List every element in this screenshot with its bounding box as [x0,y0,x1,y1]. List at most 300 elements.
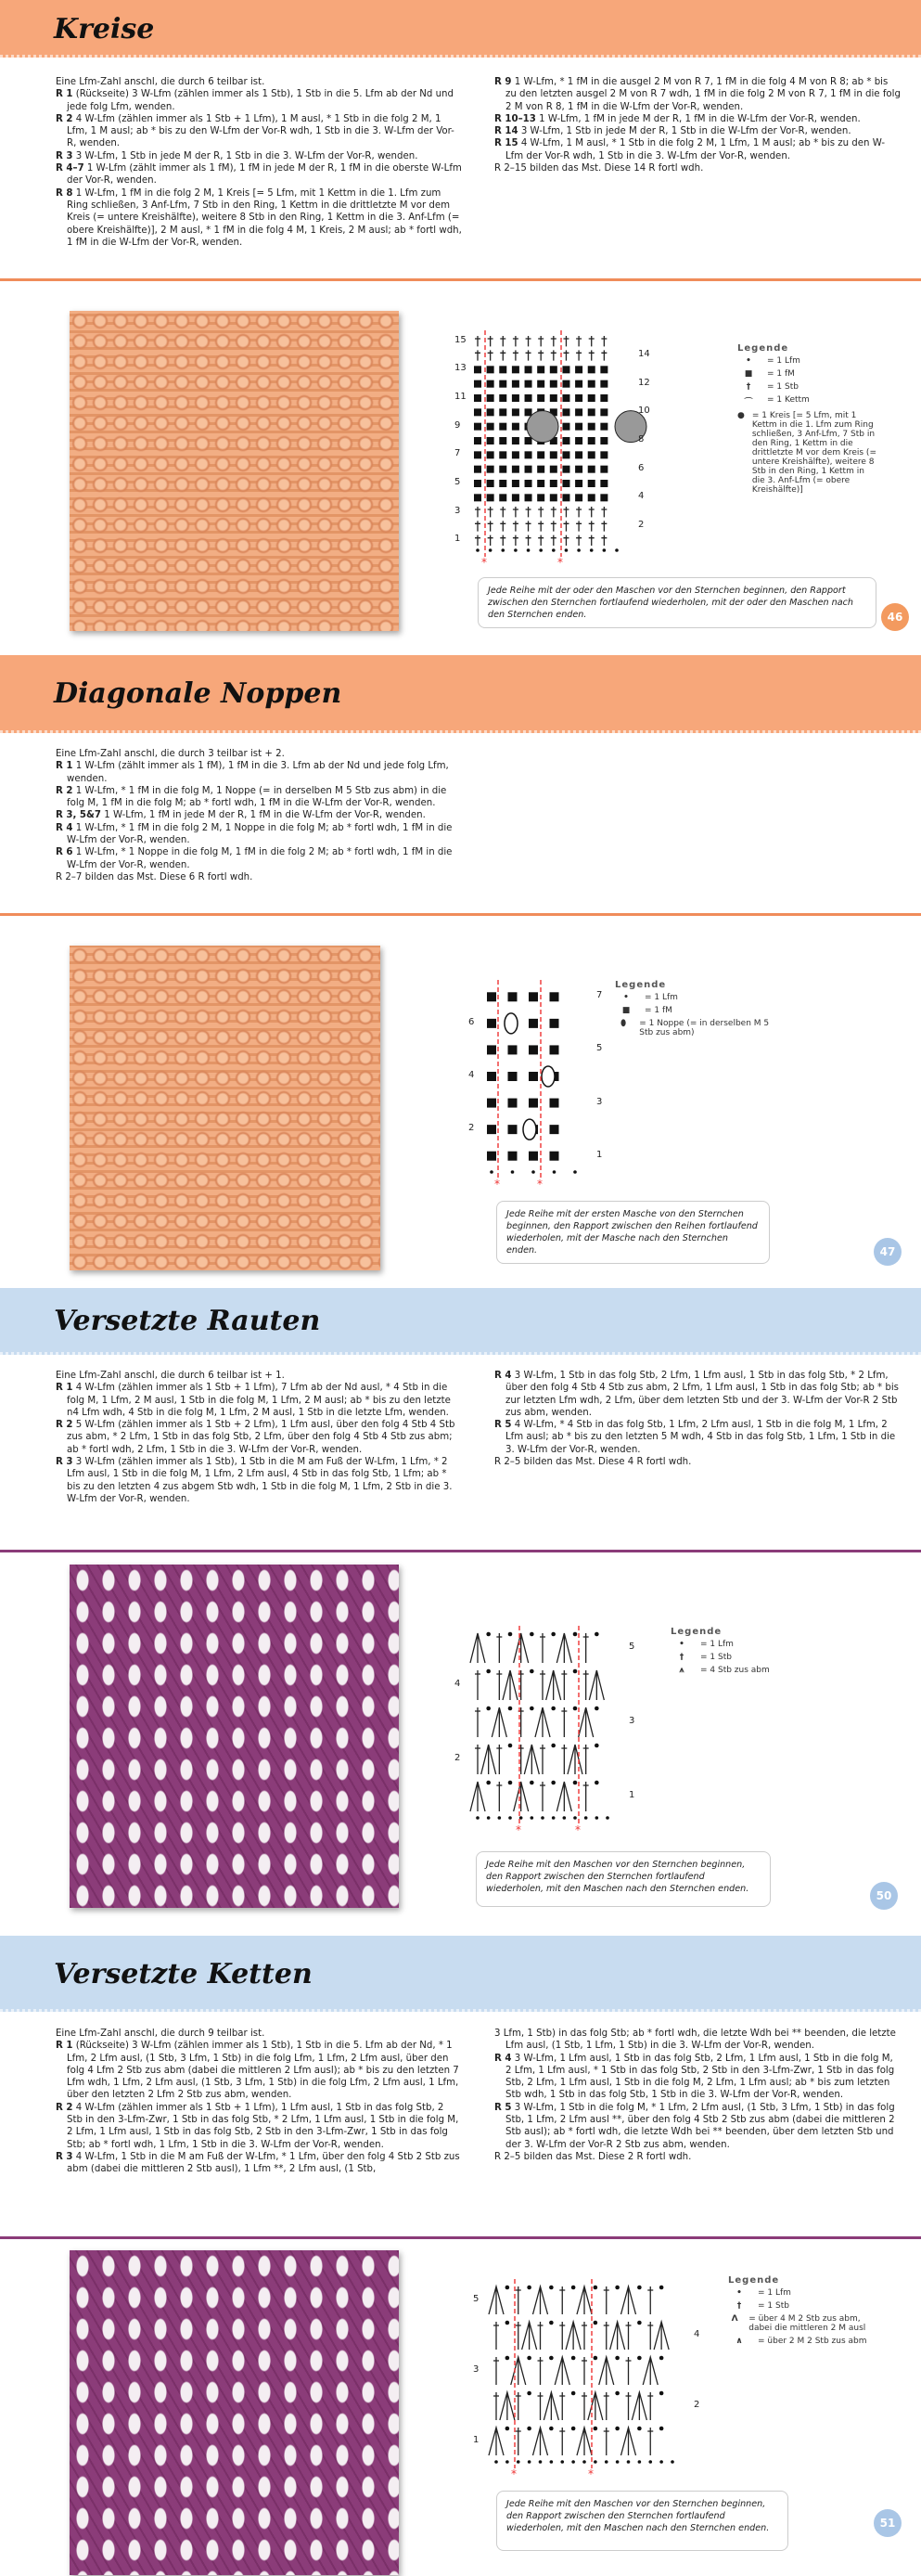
single-crochet-symbol [575,451,582,458]
single-crochet-symbol [487,1072,496,1081]
row-text: 4 W-Lfm (zählen immer als 1 Stb + 1 Lfm), 1 Lfm ausl, 1 Stb in das folg Stb, 2 Stb in den 3-Lfm-Zwr, 1 Stb in das folg Stb, * 2 Lfm, 1 Lfm ausl, 1 Stb in die folg M, 2 Lfm, 1 Lfm ausl, 1 Stb in das folg Stb, 2 Stb in den 3-Lfm-Zwr, 1 Stb in das folg Stb; ab * fortl wdh, 1 Lfm, 1 Stb in die 3. W-Lfm der Vor-R, wenden. [67,2102,459,2150]
double-crochet-symbol [496,1745,502,1774]
double-crochet-symbol [647,2322,653,2350]
double-crochet-symbol [601,336,607,346]
foundation-chain-dot [671,2460,674,2464]
row-text: 1 W-Lfm, * 1 Noppe in die folg M, 1 fM in die folg 2 M; ab * fortl wdh, 1 fM in die W-Lfm der Vor-R, wenden. [67,847,453,870]
single-crochet-symbol [512,366,519,373]
row-text: R 2–15 bilden das Mst. Diese 14 R fortl wdh. [494,163,704,174]
repeat-star-icon: * [516,1823,521,1836]
single-crochet-symbol [508,1045,518,1054]
chain-symbol [637,2286,642,2290]
legend-item [728,2301,886,2311]
chain-symbol [486,1669,491,1674]
row-number: 3 [454,505,461,516]
foundation-chain-dot [563,1816,567,1820]
single-crochet-symbol [512,437,519,444]
circle-motif-symbol [527,411,558,443]
chain-symbol [571,2286,576,2290]
double-crochet-symbol [488,521,493,531]
chain-symbol [486,1707,491,1711]
foundation-chain-dot [577,548,581,552]
foundation-chain-dot [648,2460,652,2464]
chain-symbol [505,2427,510,2431]
double-crochet-symbol [540,1670,545,1700]
double-crochet-symbol [540,1633,545,1663]
double-crochet-symbol [561,1670,567,1700]
single-crochet-square-icon: ■ [621,1006,631,1015]
double-crochet-symbol [496,1670,502,1700]
instruction-row [56,187,462,249]
row-number: 1 [473,2435,480,2445]
bobble-symbol [542,1066,555,1087]
double-crochet-symbol [538,2392,544,2420]
instruction-row [494,162,901,174]
chart-legend [728,2275,886,2350]
single-crochet-symbol [575,408,582,416]
single-crochet-symbol [575,423,582,431]
chain-symbol [571,2356,576,2361]
cluster-symbol [535,1707,550,1737]
single-crochet-symbol [512,494,519,501]
double-crochet-symbol [475,1670,480,1700]
legend-item [737,356,876,366]
single-crochet-symbol [525,451,532,458]
instructions-right-column [494,2028,901,2163]
row-text: Eine Lfm-Zahl anschl, die durch 3 teilbar ist + 2. [56,749,285,759]
chain-symbol [508,1632,513,1637]
chain-symbol [595,1707,599,1711]
row-number: 4 [468,1070,475,1080]
double-crochet-symbol [589,350,595,360]
row-label: R 14 [494,126,518,137]
double-crochet-symbol [563,507,569,517]
foundation-chain-dot [573,1816,577,1820]
double-crochet-symbol [601,350,607,360]
chain-symbol [527,2356,531,2361]
single-crochet-symbol [562,366,569,373]
row-number: 4 [638,491,645,502]
double-crochet-symbol [526,350,531,360]
double-crochet-symbol [647,2392,653,2420]
double-crochet-symbol [513,336,518,346]
row-label: R 4 [494,1371,512,1381]
single-crochet-symbol [474,466,481,473]
single-crochet-symbol [508,1072,518,1081]
repeat-star-icon: * [557,556,563,569]
chain-symbol [595,1781,599,1785]
double-crochet-symbol [626,2392,632,2420]
foundation-chain-dot [511,1170,515,1174]
stitch-swatch-photo [70,311,399,631]
single-crochet-symbol [512,466,519,473]
cluster-symbol [621,2286,636,2314]
single-crochet-symbol [550,480,557,487]
single-crochet-symbol [512,394,519,402]
row-text: R 2–7 bilden das Mst. Diese 6 R fortl wdh. [56,871,253,882]
single-crochet-symbol [487,1019,496,1028]
row-text: 3 W-Lfm, 1 Stb in das folg Stb, 2 Lfm, 1 Lfm ausl, 1 Stb in das folg Stb, * 2 Lfm, über den folg 4 Stb 4 Stb zus abm, 2 Lfm, 1 Lfm ausl, 1 Stb in das folg Stb; ab * bis zur letzten Lfm wdh, 2 Lfm, über dem letzten Stb und der 3. W-Lfm der Vor-R 2 Stb zus abm, wenden. [505,1371,899,1418]
instruction-row [494,137,901,162]
chain-symbol [530,1669,534,1674]
cluster-symbol [481,1745,496,1774]
double-crochet-symbol [582,2357,587,2385]
double-crochet-cross-icon: † [746,382,751,392]
double-crochet-cross-icon: † [736,2301,742,2311]
double-crochet-symbol [526,507,531,517]
instruction-row [494,2053,901,2102]
instruction-row [56,88,462,113]
legend-heading: Legende [671,1627,723,1637]
chain-symbol [659,2286,664,2290]
chain-symbol [527,2427,531,2431]
single-crochet-symbol [474,437,481,444]
foundation-chain-dot [527,548,531,552]
chain-symbol [573,1632,578,1637]
row-text: 3 W-Lfm (zählen immer als 1 Stb), 1 Stb in die M am Fuß der W-Lfm, 1 Lfm, * 2 Lfm ausl, 1 Stb in die folg M, 1 Lfm, 2 Lfm ausl, 4 Stb in das folg Stb, 1 Lfm; ab * bis zu den letzten 4 zus abgem Stb wdh, 1 Stb in die folg M, 1 Lfm, 2 Stb in die 3. W-Lfm der Vor-R, wenden. [67,1457,453,1504]
row-number: 14 [638,349,650,359]
chain-symbol [659,2427,664,2431]
double-crochet-symbol [526,521,531,531]
double-crochet-symbol [604,2392,609,2420]
row-number: 3 [629,1716,635,1726]
double-crochet-symbol [513,350,518,360]
foundation-chain-dot [539,2460,543,2464]
double-crochet-symbol [500,336,505,346]
instruction-row [494,2151,901,2163]
foundation-chain-dot [528,2460,531,2464]
double-crochet-symbol [576,521,582,531]
stitch-swatch-photo [70,946,380,1270]
foundation-chain-dot [573,1170,577,1174]
legend-text: = über 2 M 2 Stb zus abm [758,2337,867,2346]
double-crochet-symbol [516,2428,521,2455]
legend-text: = 4 Stb zus abm [700,1666,770,1675]
single-crochet-symbol [600,494,608,501]
yarn-divider [0,913,921,916]
stitch-swatch-photo [70,1565,399,1908]
repeat-star-icon: * [575,1823,581,1836]
double-crochet-symbol [475,521,480,531]
single-crochet-symbol [487,1045,496,1054]
chain-symbol [551,1781,556,1785]
row-number: 6 [468,1016,475,1027]
single-crochet-symbol [512,451,519,458]
double-crochet-symbol [538,507,544,517]
double-crochet-symbol [576,507,582,517]
chain-symbol [637,2427,642,2431]
single-crochet-symbol [474,480,481,487]
cluster-symbol [577,2428,592,2455]
double-crochet-symbol [582,2392,587,2420]
double-crochet-symbol [500,521,505,531]
legend-item [671,1666,810,1675]
row-label: R 4 [494,2053,512,2064]
foundation-chain-dot [594,2460,597,2464]
single-crochet-symbol [562,380,569,388]
instructions-left-column [56,76,462,249]
legend-text: = 1 Stb [758,2301,789,2311]
crochet-chart [454,327,649,572]
foundation-chain-dot [505,2460,509,2464]
row-label: R 9 [494,77,512,87]
cluster-symbol [632,2392,646,2420]
chain-symbol [551,1744,556,1748]
double-crochet-symbol [516,2286,521,2314]
single-crochet-symbol [600,423,608,431]
single-crochet-symbol [525,380,532,388]
double-crochet-symbol [496,1633,502,1663]
single-crochet-symbol [550,494,557,501]
instruction-row [56,2102,462,2151]
single-crochet-symbol [508,1152,518,1161]
single-crochet-symbol [575,466,582,473]
foundation-chain-dot [552,548,556,552]
slip-stitch-arc-icon: ⌒ [744,398,753,407]
double-crochet-symbol [551,521,556,531]
row-text: R 2–5 bilden das Mst. Diese 2 R fortl wdh. [494,2151,692,2162]
row-text: 3 W-Lfm, 1 Stb in jede M der R, 1 Stb in die 3. W-Lfm der Vor-R, wenden. [75,150,418,161]
foundation-chain-dot [498,1816,502,1820]
foundation-chain-dot [487,1816,491,1820]
instructions-left-column [56,1370,462,1505]
instruction-row [494,113,901,125]
single-crochet-symbol [525,437,532,444]
single-crochet-symbol [562,408,569,416]
single-crochet-symbol [512,480,519,487]
foundation-chain-dot [541,1816,544,1820]
row-number: 2 [468,1123,475,1134]
double-crochet-symbol [604,2286,609,2314]
instruction-row [56,113,462,150]
foundation-chain-dot [508,1816,512,1820]
instruction-row [494,1419,901,1456]
single-crochet-symbol [512,408,519,416]
single-crochet-symbol [575,380,582,388]
instruction-row [56,150,462,162]
legend-item [728,2288,886,2298]
foundation-chain-dot [627,2460,631,2464]
foundation-chain-dot [517,2460,520,2464]
legend-item [615,1006,782,1015]
single-crochet-symbol [588,423,595,431]
row-number: 3 [596,1096,603,1107]
single-crochet-symbol [525,408,532,416]
legend-text: = 1 fM [767,369,795,379]
double-crochet-symbol [576,350,582,360]
chain-symbol [573,1669,578,1674]
double-crochet-symbol [576,535,582,546]
chain-symbol [615,2356,620,2361]
single-crochet-symbol [487,437,494,444]
row-label: R 8 [56,187,73,199]
single-crochet-symbol [537,466,544,473]
single-crochet-symbol [487,394,494,402]
single-crochet-symbol [487,408,494,416]
double-crochet-symbol [551,535,556,546]
chain-symbol [549,2427,554,2431]
double-crochet-symbol [475,1745,480,1774]
double-crochet-symbol [513,507,518,517]
foundation-chain-dot [603,548,607,552]
legend-item [737,395,876,407]
page-number: 50 [870,1882,898,1910]
legend-text: = 1 Noppe (= in derselben M 5 Stb zus abm) [639,1019,770,1037]
chain-dot-icon: • [736,2288,742,2298]
double-crochet-cross-icon: † [679,1653,684,1662]
single-crochet-symbol [537,451,544,458]
chain-symbol [549,2356,554,2361]
instruction-row [56,76,462,88]
instruction-row [56,760,462,785]
foundation-chain-dot [490,1170,493,1174]
double-crochet-symbol [583,1782,589,1811]
cluster-symbol [503,1670,518,1700]
single-crochet-symbol [588,437,595,444]
single-crochet-square-icon: ■ [744,369,753,379]
double-crochet-symbol [601,521,607,531]
row-number: 4 [694,2329,700,2339]
chain-symbol [527,2391,531,2396]
single-crochet-symbol [600,394,608,402]
foundation-chain-dot [565,548,569,552]
repeat-star-icon: * [511,2467,517,2480]
foundation-chain-dot [616,2460,620,2464]
row-number: 2 [694,2400,700,2410]
cluster-symbol [492,1707,506,1737]
legend-item [671,1653,810,1662]
single-crochet-symbol [499,380,506,388]
row-text: 4 W-Lfm, 1 Stb in die M am Fuß der W-Lfm, * 1 Lfm, über den folg 4 Stb 2 Stb zus abm (dabei die mittleren 2 Stb ausl), 1 Lfm **, 2 Lfm ausl, (1 Stb, [67,2151,460,2175]
chain-symbol [615,2286,620,2290]
chain-dot-icon: • [623,993,629,1002]
single-crochet-symbol [487,451,494,458]
row-number: 3 [473,2364,480,2375]
single-crochet-symbol [600,380,608,388]
page-number: 46 [881,603,909,631]
single-crochet-symbol [499,437,506,444]
foundation-chain-dot [659,2460,663,2464]
single-crochet-symbol [529,1019,538,1028]
legend-heading: Legende [737,343,789,354]
double-crochet-symbol [513,535,518,546]
chain-symbol [595,1632,599,1637]
legend-text: = 1 Kreis [= 5 Lfm, mit 1 Kettm in die 1. Lfm zum Ring schließen, 3 Anf-Lfm, 7 Stb in den Ring, 1 Kettm in die drittletzte M vor dem Kreis (= untere Kreishälfte), weitere 8 Stb in den Ring, 1 Kettm in die 3. Anf-Lfm (= obere Kreishälfte)] [751,411,876,495]
row-label: R 4 [56,822,73,833]
row-number: 4 [454,1679,461,1689]
foundation-chain-dot [590,548,594,552]
single-crochet-symbol [600,451,608,458]
pattern-page [0,0,921,644]
double-crochet-symbol [475,336,480,346]
page-number: 51 [874,2509,902,2537]
chain-symbol [505,2321,510,2325]
single-crochet-symbol [474,494,481,501]
chain-symbol [549,2321,554,2325]
single-crochet-symbol [550,992,559,1001]
cluster-symbol [599,2357,614,2385]
foundation-chain-dot [489,548,492,552]
row-text: 3 W-Lfm, 1 Stb in die folg M, * 1 Lfm, 2 Lfm ausl, (1 Stb, 3 Lfm, 1 Stb) in das folg Stb, 1 Lfm, 2 Lfm ausl **, über den folg 4 Stb 2 Stb zus abm (dabei die mittleren 2 Stb ausl); ab * fortl wdh, die letzte Wdh bei ** beenden, über dem letzten Stb und der 3. W-Lfm der Vor-R 2 Stb zus abm, wenden. [505,2102,895,2150]
single-crochet-symbol [562,480,569,487]
single-crochet-symbol [550,1019,559,1028]
double-crochet-symbol [526,336,531,346]
row-text: 4 W-Lfm (zählen immer als 1 Stb + 1 Lfm), 1 M ausl, * 1 Stb in die folg 2 M, 1 Lfm, 1 M ausl; ab * bis zu den W-Lfm der Vor-R wdh, 1 Stb in die 3. W-Lfm der Vor-R, wenden. [67,113,454,149]
single-crochet-symbol [600,408,608,416]
cluster-symbol [489,2428,504,2455]
double-crochet-symbol [551,336,556,346]
single-crochet-symbol [600,437,608,444]
row-label: R 1 [56,2041,73,2052]
single-crochet-symbol [550,380,557,388]
single-crochet-symbol [512,380,519,388]
instruction-row [494,1456,901,1468]
row-text: (Rückseite) 3 W-Lfm (zählen immer als 1 Stb), 1 Stb in die 5. Lfm ab der Nd und jede folg Lfm, wenden. [67,89,454,112]
foundation-chain-dot [606,1816,609,1820]
row-text: 1 W-Lfm, 1 fM in jede M der R, 1 fM in die W-Lfm der Vor-R, wenden. [539,113,861,124]
double-crochet-symbol [559,2322,565,2350]
single-crochet-symbol [529,1072,538,1081]
row-label: R 1 [56,89,73,100]
chain-symbol [530,1632,534,1637]
cluster-symbol [511,2357,526,2385]
foundation-chain-dot [494,2460,498,2464]
row-label: R 3 [56,150,73,161]
row-text: (Rückseite) 3 W-Lfm (zählen immer als 1 Stb), 1 Stb in die 5. Lfm ab der Nd, * 1 Lfm, 2 Lfm ausl, (1 Stb, 3 Lfm, 1 Stb) in die folg Lfm, 1 Lfm, 2 Lfm ausl, über den folg 4 Lfm 2 Stb zus abm (dabei die mittleren 2 Lfm ausl); ab * bis zu den letzten 7 Lfm wdh, 1 Lfm, 2 Lfm ausl, (1 Stb, 3 Lfm, 1 Stb) in die folg Lfm, 2 Lfm ausl, 1 Lfm, über den letzten 2 Lfm 2 Stb zus abm, wenden. [67,2041,459,2101]
row-text: 4 W-Lfm (zählen immer als 1 Stb + 1 Lfm), 7 Lfm ab der Nd ausl, * 4 Stb in die folg M, 1 Lfm, 2 M ausl, 1 Stb in die folg M, 1 Lfm, 2 M ausl; ab * bis zu den letzte n4 Lfm wdh, 4 Stb in die folg M, 1 Lfm, 2 M ausl, 1 Stb in die letzte Lfm, wenden. [67,1383,451,1418]
row-text: 1 W-Lfm, * 1 fM in die folg M, 1 Noppe (= in derselben M 5 Stb zus abm) in die folg M, 1 fM in die folg M; ab * fortl wdh, 1 fM in die W-Lfm der Vor-R, wenden. [67,785,447,809]
row-label: R 3 [56,2151,73,2162]
double-crochet-symbol [551,507,556,517]
chain-symbol [508,1744,513,1748]
cluster-symbol [546,1670,561,1700]
double-crochet-symbol [488,336,493,346]
cluster-symbol [544,2392,558,2420]
chain-symbol [549,2286,554,2290]
foundation-chain-dot [571,2460,575,2464]
single-crochet-symbol [474,408,481,416]
row-label: R 4–7 [56,163,84,174]
double-crochet-symbol [559,2286,565,2314]
double-crochet-symbol [500,350,505,360]
row-label: R 15 [494,138,518,149]
single-crochet-symbol [487,1099,496,1108]
cluster-symbol [577,2286,592,2314]
single-crochet-symbol [537,366,544,373]
cluster-symbol [643,2357,658,2385]
instruction-row [56,785,462,810]
cluster-symbol [470,1782,485,1811]
double-crochet-symbol [516,2322,521,2350]
double-crochet-symbol [589,521,595,531]
chart-instruction-note: Jede Reihe mit den Maschen vor den Sternchen beginnen, den Rapport zwischen den Sternchen fortlaufend wiederholen, mit den Maschen nach den Sternchen enden. [496,2491,788,2551]
cluster-symbol [588,2392,603,2420]
legend-item [728,2314,886,2333]
row-label: R 3 [56,1457,73,1468]
pattern-page [0,644,921,1288]
single-crochet-symbol [474,366,481,373]
single-crochet-symbol [562,466,569,473]
foundation-chain-dot [539,548,543,552]
legend-text: = 1 Lfm [700,1640,734,1649]
chain-symbol [486,1781,491,1785]
cluster-symbol [621,2428,636,2455]
double-crochet-symbol [551,350,556,360]
row-number: 1 [596,1149,603,1160]
row-text: 1 W-Lfm, 1 fM in die folg 2 M, 1 Kreis [= 5 Lfm, mit 1 Kettm in die 1. Lfm zum Ring schließen, 3 Anf-Lfm, 7 Stb in den Ring, 1 Kettm in die drittletzte M vor dem Kreis (= untere Kreishälfte), weitere 8 Stb in den Ring, 1 Kettm in die 3. Anf-Lfm (= obere Kreishälfte)], 2 M ausl, * 1 fM in die folg 4 M, 1 Kreis, 2 M ausl; ab * fortl wdh, 1 fM in die W-Lfm der Vor-R, wenden. [67,187,462,248]
instruction-row [56,1370,462,1382]
foundation-chain-dot [553,1170,556,1174]
